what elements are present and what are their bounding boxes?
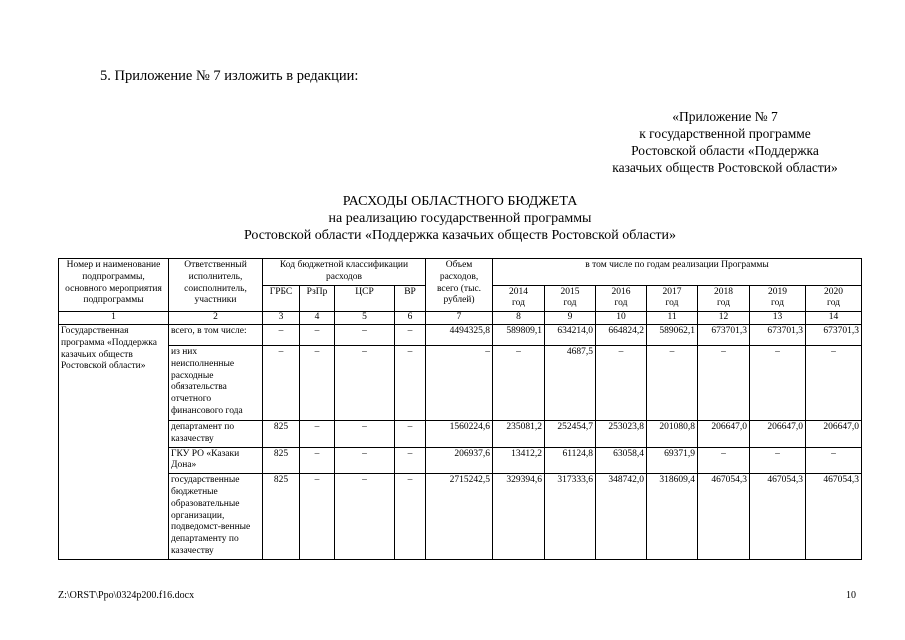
csr-cell: – [335, 345, 395, 420]
year-value-cell: 69371,9 [647, 447, 698, 474]
year-value-cell: 4687,5 [545, 345, 596, 420]
csr-cell: – [335, 474, 395, 560]
year-value-cell: 206647,0 [750, 420, 806, 447]
year-value-cell: 329394,6 [493, 474, 545, 560]
year-value-cell: 318609,4 [647, 474, 698, 560]
title-line: Ростовской области «Поддержка казачьих обществ Ростовской области» [243, 228, 677, 243]
header-year [806, 285, 862, 312]
vr-cell: – [395, 474, 426, 560]
column-number: 8 [493, 312, 545, 325]
year-unit: год [771, 298, 784, 309]
title-line: на реализацию государственной программы [328, 211, 592, 226]
rzpr-cell: – [300, 345, 335, 420]
budget-table [58, 258, 862, 560]
year-value-cell: 589809,1 [493, 324, 545, 345]
csr-cell: – [335, 324, 395, 345]
year-value-cell: – [750, 345, 806, 420]
column-number: 10 [596, 312, 647, 325]
year-value-cell: 348742,0 [596, 474, 647, 560]
vr-cell: – [395, 345, 426, 420]
year-unit: год [827, 298, 841, 309]
year-number: 2015 [560, 286, 580, 297]
year-value-cell: 467054,3 [750, 474, 806, 560]
header-year [596, 285, 647, 312]
column-number: 1 [59, 312, 169, 325]
page-number: 10 [846, 590, 856, 601]
year-number: 2014 [509, 286, 529, 297]
year-value-cell: – [806, 447, 862, 474]
total-cell: 2715242,5 [426, 474, 493, 560]
year-value-cell: 253023,8 [596, 420, 647, 447]
year-value-cell: 61124,8 [545, 447, 596, 474]
year-value-cell: 673701,3 [806, 324, 862, 345]
table-row [59, 324, 862, 345]
csr-cell: – [335, 420, 395, 447]
grbs-cell: – [263, 345, 300, 420]
year-value-cell: 634214,0 [545, 324, 596, 345]
appendix-line: «Приложение № 7 [672, 109, 778, 124]
document-title [100, 193, 820, 244]
year-unit: год [665, 298, 679, 309]
total-cell: 4494325,8 [426, 324, 493, 345]
year-value-cell: 252454,7 [545, 420, 596, 447]
year-value-cell: 467054,3 [806, 474, 862, 560]
table-row [59, 345, 862, 420]
year-value-cell: 673701,3 [698, 324, 750, 345]
grbs-cell: – [263, 324, 300, 345]
year-value-cell: 664824,2 [596, 324, 647, 345]
column-number: 9 [545, 312, 596, 325]
column-number: 11 [647, 312, 698, 325]
grbs-cell: 825 [263, 447, 300, 474]
column-number: 14 [806, 312, 862, 325]
rzpr-cell: – [300, 474, 335, 560]
header-year [698, 285, 750, 312]
year-value-cell: – [698, 447, 750, 474]
year-number: 2016 [611, 286, 631, 297]
header-total: Объем расходов, всего (тыс. рублей) [426, 259, 493, 312]
header-vr: ВР [395, 285, 426, 312]
header-rzpr: РзПр [300, 285, 335, 312]
appendix-line: Ростовской области «Поддержка [631, 143, 819, 158]
year-value-cell: – [698, 345, 750, 420]
table-row [59, 474, 862, 560]
column-number: 7 [426, 312, 493, 325]
year-unit: год [614, 298, 628, 309]
header-year [545, 285, 596, 312]
year-value-cell: 589062,1 [647, 324, 698, 345]
csr-cell: – [335, 447, 395, 474]
year-value-cell: 13412,2 [493, 447, 545, 474]
header-year [750, 285, 806, 312]
intro-text: 5. Приложение № 7 изложить в редакции: [100, 68, 359, 84]
executor-cell: из них неисполненные расходные обязательства отчетного финансового года [169, 345, 263, 420]
appendix-note [590, 108, 860, 176]
appendix-line: казачьих обществ Ростовской области» [612, 160, 838, 175]
column-number: 3 [263, 312, 300, 325]
executor-cell: департамент по казачеству [169, 420, 263, 447]
footer-file-path: Z:\ORST\Ppo\0324p200.f16.docx [58, 590, 195, 601]
year-value-cell: 63058,4 [596, 447, 647, 474]
rzpr-cell: – [300, 447, 335, 474]
year-value-cell: 206647,0 [806, 420, 862, 447]
year-value-cell: 317333,6 [545, 474, 596, 560]
grbs-cell: 825 [263, 474, 300, 560]
year-unit: год [563, 298, 577, 309]
column-number: 13 [750, 312, 806, 325]
year-value-cell: 206647,0 [698, 420, 750, 447]
header-executor: Ответственный исполнитель, соисполнитель, участники [169, 259, 263, 312]
year-number: 2018 [714, 286, 734, 297]
vr-cell: – [395, 420, 426, 447]
header-year [493, 285, 545, 312]
year-number: 2020 [824, 286, 844, 297]
header-code-group: Код бюджетной классификации расходов [263, 259, 426, 286]
year-value-cell: 467054,3 [698, 474, 750, 560]
year-number: 2017 [662, 286, 682, 297]
header-grbs: ГРБС [263, 285, 300, 312]
executor-cell: ГКУ РО «Казаки Дона» [169, 447, 263, 474]
executor-cell: государственные бюджетные образовательные организации, подведомст-венные департаменту по казачеству [169, 474, 263, 560]
vr-cell: – [395, 324, 426, 345]
title-line: РАСХОДЫ ОБЛАСТНОГО БЮДЖЕТА [342, 194, 578, 209]
total-cell: 206937,6 [426, 447, 493, 474]
column-number: 5 [335, 312, 395, 325]
year-value-cell: – [596, 345, 647, 420]
year-value-cell: 673701,3 [750, 324, 806, 345]
header-csr: ЦСР [335, 285, 395, 312]
year-value-cell: – [647, 345, 698, 420]
program-name-cell: Государственная программа «Поддержка казачьих обществ Ростовской области» [59, 324, 169, 559]
year-value-cell: 235081,2 [493, 420, 545, 447]
grbs-cell: 825 [263, 420, 300, 447]
year-value-cell: – [806, 345, 862, 420]
total-cell: – [426, 345, 493, 420]
column-number-row [59, 312, 862, 325]
header-years-group: в том числе по годам реализации Программы [493, 259, 862, 286]
rzpr-cell: – [300, 324, 335, 345]
year-value-cell: 201080,8 [647, 420, 698, 447]
rzpr-cell: – [300, 420, 335, 447]
column-number: 6 [395, 312, 426, 325]
year-number: 2019 [768, 286, 788, 297]
year-value-cell: – [750, 447, 806, 474]
appendix-line: к государственной программе [639, 126, 811, 141]
table-row [59, 420, 862, 447]
header-year [647, 285, 698, 312]
year-unit: год [512, 298, 525, 309]
year-unit: год [717, 298, 730, 309]
column-number: 2 [169, 312, 263, 325]
year-value-cell: – [493, 345, 545, 420]
column-number: 12 [698, 312, 750, 325]
executor-cell: всего, в том числе: [169, 324, 263, 345]
column-number: 4 [300, 312, 335, 325]
total-cell: 1560224,6 [426, 420, 493, 447]
vr-cell: – [395, 447, 426, 474]
header-program: Номер и наименование подпрограммы, основного мероприятия подпрограммы [59, 259, 169, 312]
table-row [59, 447, 862, 474]
